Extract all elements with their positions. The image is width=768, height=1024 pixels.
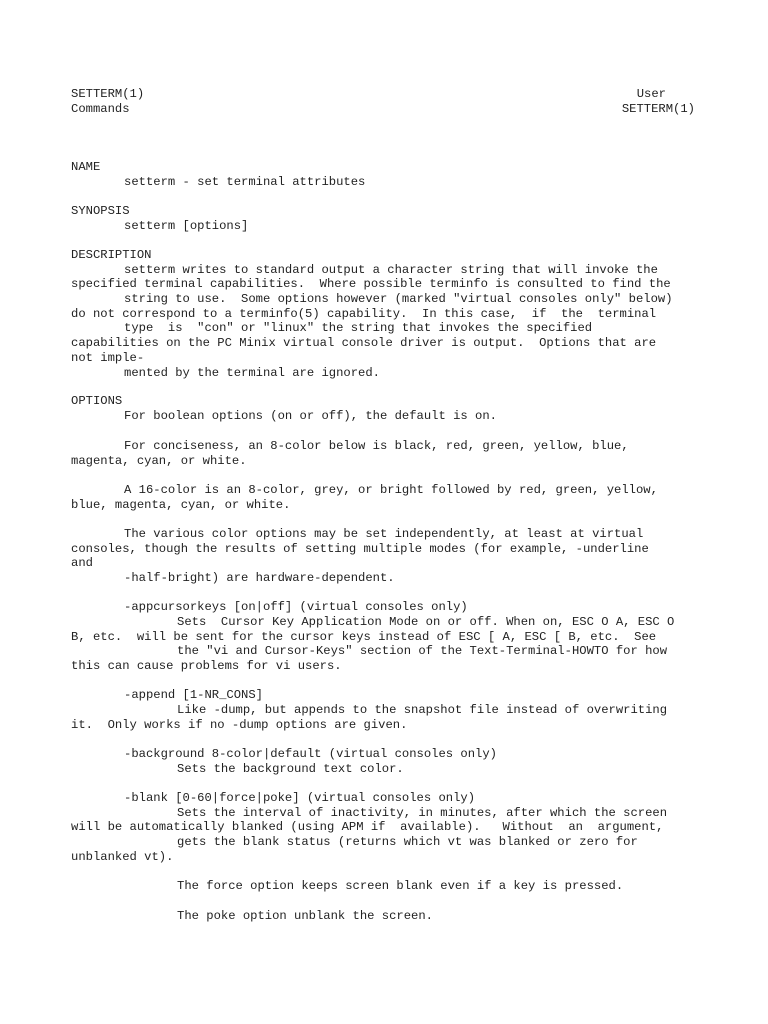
options-line: the "vi and Cursor-Keys" section of the Text-Terminal-HOWTO for how bbox=[177, 644, 668, 658]
options-line: The poke option unblank the screen. bbox=[177, 909, 433, 923]
options-line: this can cause problems for vi users. bbox=[71, 659, 342, 673]
option-appcursorkeys: -appcursorkeys [on|off] (virtual consoles only) bbox=[124, 600, 468, 614]
options-line: Sets Cursor Key Application Mode on or off. When on, ESC O A, ESC O bbox=[177, 615, 675, 629]
options-line: Sets the interval of inactivity, in minutes, after which the screen bbox=[177, 806, 668, 820]
name-line: setterm - set terminal attributes bbox=[124, 175, 366, 189]
description-line: type is "con" or "linux" the string that invokes the specified bbox=[124, 321, 593, 335]
option-append: -append [1-NR_CONS] bbox=[124, 688, 263, 702]
options-line: unblanked vt). bbox=[71, 850, 174, 864]
options-line: Sets the background text color. bbox=[177, 762, 404, 776]
header-section-right: SETTERM(1) bbox=[621, 102, 695, 116]
options-line: The force option keeps screen blank even if a key is pressed. bbox=[177, 879, 624, 893]
description-line: string to use. Some options however (marked "virtual consoles only" below) bbox=[124, 292, 673, 306]
header-title-left: SETTERM(1) bbox=[71, 87, 145, 101]
description-line: capabilities on the PC Minix virtual console driver is output. Options that are bbox=[71, 336, 657, 350]
options-line: consoles, though the results of setting multiple modes (for example, -underline bbox=[71, 542, 649, 556]
options-line: blue, magenta, cyan, or white. bbox=[71, 498, 291, 512]
options-line: Like -dump, but appends to the snapshot file instead of overwriting bbox=[177, 703, 668, 717]
options-line: A 16-color is an 8-color, grey, or bright followed by red, green, yellow, bbox=[124, 483, 658, 497]
header-section-left: Commands bbox=[71, 102, 130, 116]
options-line: -half-bright) are hardware-dependent. bbox=[124, 571, 395, 585]
options-line: For boolean options (on or off), the default is on. bbox=[124, 409, 497, 423]
description-line: mented by the terminal are ignored. bbox=[124, 366, 380, 380]
section-heading-name: NAME bbox=[71, 160, 101, 174]
section-heading-synopsis: SYNOPSIS bbox=[71, 204, 130, 218]
options-line: The various color options may be set independently, at least at virtual bbox=[124, 527, 644, 541]
options-line: B, etc. will be sent for the cursor keys instead of ESC [ A, ESC [ B, etc. See bbox=[71, 630, 657, 644]
description-line: setterm writes to standard output a character string that will invoke the bbox=[124, 263, 658, 277]
options-line: will be automatically blanked (using APM if available). Without an argument, bbox=[71, 820, 664, 834]
synopsis-line: setterm [options] bbox=[124, 219, 249, 233]
options-line: and bbox=[71, 556, 93, 570]
header-title-right: User bbox=[636, 87, 666, 101]
description-line: not imple- bbox=[71, 351, 145, 365]
options-line: magenta, cyan, or white. bbox=[71, 454, 247, 468]
option-blank: -blank [0-60|force|poke] (virtual consoles only) bbox=[124, 791, 476, 805]
options-line: it. Only works if no -dump options are given. bbox=[71, 718, 408, 732]
options-line: gets the blank status (returns which vt was blanked or zero for bbox=[177, 835, 638, 849]
options-line: For conciseness, an 8-color below is black, red, green, yellow, blue, bbox=[124, 439, 629, 453]
description-line: specified terminal capabilities. Where possible terminfo is consulted to find the bbox=[71, 277, 671, 291]
section-heading-description: DESCRIPTION bbox=[71, 248, 152, 262]
description-line: do not correspond to a terminfo(5) capability. In this case, if the terminal bbox=[71, 307, 657, 321]
option-background: -background 8-color|default (virtual consoles only) bbox=[124, 747, 497, 761]
section-heading-options: OPTIONS bbox=[71, 394, 123, 408]
